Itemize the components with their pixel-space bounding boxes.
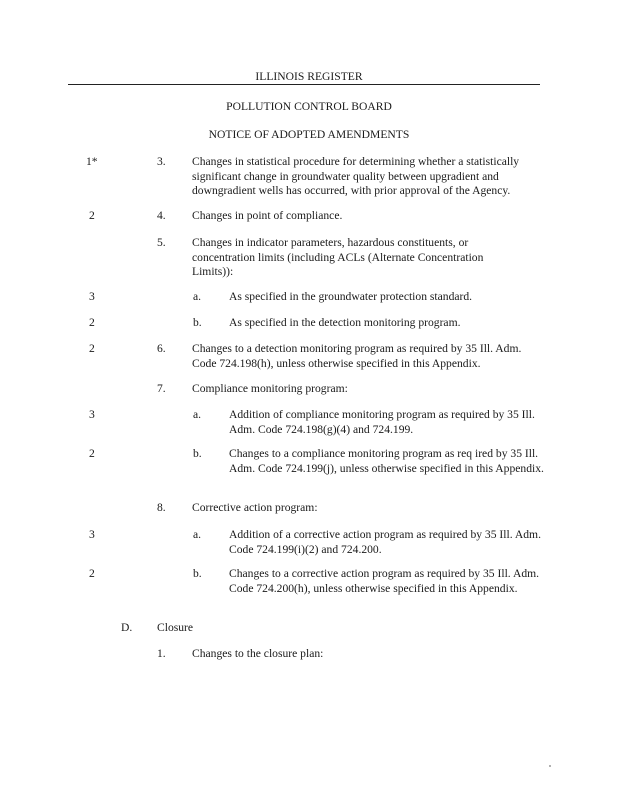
class-label: 3 — [89, 528, 95, 541]
item-number: 6. — [157, 342, 166, 355]
item-number: 1. — [157, 647, 166, 660]
item-letter: b. — [193, 447, 202, 460]
class-label: 2 — [89, 342, 95, 355]
class-label: 1* — [86, 155, 98, 168]
item-text: Addition of a corrective action program as required by 35 Ill. Adm. Code 724.199(i)(2) and 724.200. — [229, 528, 541, 556]
item-text: Compliance monitoring program: — [192, 382, 348, 395]
item-text: Changes to a compliance monitoring program as req ired by 35 Ill. Adm. Code 724.199(j), unless otherwise specified in this Appendix. — [229, 447, 544, 475]
register-title: ILLINOIS REGISTER — [255, 70, 363, 83]
item-letter: b. — [193, 567, 202, 580]
item-number: 4. — [157, 209, 166, 222]
class-label: 2 — [89, 316, 95, 329]
item-number: 7. — [157, 382, 166, 395]
section-letter: D. — [121, 621, 133, 634]
item-number: 3. — [157, 155, 166, 168]
class-label: 3 — [89, 408, 95, 421]
item-number: 8. — [157, 501, 166, 514]
item-letter: a. — [193, 290, 202, 303]
notice-title: NOTICE OF ADOPTED AMENDMENTS — [208, 128, 410, 141]
board-title: POLLUTION CONTROL BOARD — [226, 100, 392, 113]
section-heading: Closure — [157, 621, 194, 634]
item-text: Changes in statistical procedure for determining whether a statistically significant change in groundwater quality between upgradient and downgradient wells has occurred, with prior approval of the Agency. — [192, 155, 520, 197]
item-text: Changes to a corrective action program as required by 35 Ill. Adm. Code 724.200(h), unless otherwise specified in this Appendix. — [229, 567, 540, 595]
class-label: 2 — [89, 209, 95, 222]
item-text: Changes to the closure plan: — [192, 647, 324, 660]
class-label: 3 — [89, 290, 95, 303]
scan-speck — [549, 765, 551, 767]
item-number: 5. — [157, 236, 166, 249]
class-label: 2 — [89, 447, 95, 460]
header-rule — [68, 84, 540, 85]
item-letter: a. — [193, 408, 202, 421]
item-text: Changes to a detection monitoring program as required by 35 Ill. Adm. Code 724.198(h), unless otherwise specified in this Appendix. — [192, 342, 522, 370]
item-text: Corrective action program: — [192, 501, 318, 514]
item-letter: b. — [193, 316, 202, 329]
class-label: 2 — [89, 567, 95, 580]
item-text: Changes in point of compliance. — [192, 209, 343, 222]
item-text: As specified in the groundwater protection standard. — [229, 290, 473, 303]
item-text: Addition of compliance monitoring program as required by 35 Ill. Adm. Code 724.198(g)(4) and 724.199. — [229, 408, 535, 436]
item-text: As specified in the detection monitoring program. — [229, 316, 461, 329]
item-text: Changes in indicator parameters, hazardous constituents, or concentration limits (including ACLs (Alternate Concentration Limits)): — [192, 236, 484, 278]
item-letter: a. — [193, 528, 202, 541]
